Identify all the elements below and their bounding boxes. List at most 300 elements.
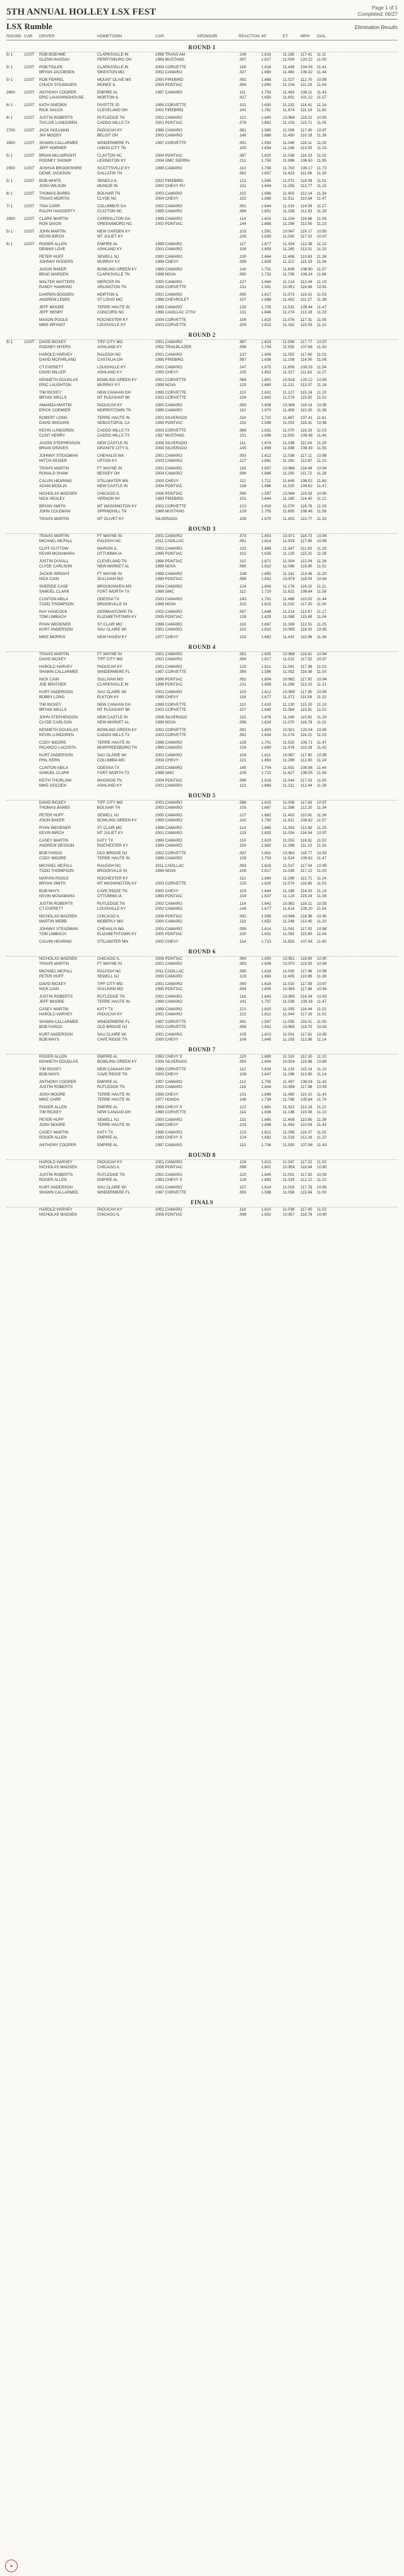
table-cell bbox=[6, 695, 24, 700]
table-cell: 110.10 bbox=[300, 1092, 312, 1097]
table-cell: .097 bbox=[239, 851, 247, 856]
table-cell: 111.10 bbox=[300, 844, 312, 848]
table-cell: TERRE HAUTE IN bbox=[97, 741, 130, 745]
table-cell: 1.674 bbox=[261, 441, 271, 445]
table-cell: 118.73 bbox=[300, 534, 312, 538]
table-cell: 11.24 bbox=[317, 758, 327, 763]
table-cell bbox=[24, 146, 39, 151]
round-section bbox=[6, 332, 398, 522]
table-cell: CADDO MILLS TX bbox=[97, 121, 130, 125]
table-cell: 10.90 bbox=[317, 914, 327, 919]
table-cell bbox=[6, 818, 24, 823]
table-cell: 11.16 bbox=[317, 103, 327, 107]
table-cell bbox=[197, 766, 239, 771]
table-cell bbox=[6, 746, 24, 751]
table-cell bbox=[24, 602, 39, 607]
table-cell: JACK HOLLMAN bbox=[39, 128, 69, 133]
table-cell bbox=[6, 345, 24, 350]
table-cell bbox=[6, 209, 24, 214]
table-cell bbox=[24, 428, 39, 433]
table-cell bbox=[24, 234, 39, 239]
table-cell: 5/ 1 bbox=[6, 179, 13, 183]
table-cell: 11.598 bbox=[283, 446, 295, 450]
table-cell bbox=[6, 715, 24, 720]
table-cell: CADDO MILLS TX bbox=[97, 433, 130, 438]
table-cell: TRAVIS MARTIN bbox=[39, 652, 69, 656]
table-cell: 1.632 bbox=[261, 831, 271, 835]
table-cell: 11.05 bbox=[317, 121, 327, 125]
table-cell: .114 bbox=[239, 217, 246, 221]
table-cell bbox=[197, 1060, 239, 1065]
table-cell: KATY TX bbox=[97, 1130, 114, 1135]
table-cell: OLD BRIDGE NJ bbox=[97, 1025, 128, 1029]
table-cell: 2003 CAMARO bbox=[155, 133, 182, 138]
table-cell: BOB FARGO bbox=[39, 851, 62, 856]
table-cell: .124 bbox=[239, 584, 247, 589]
table-cell bbox=[197, 441, 239, 446]
table-cell: .112 bbox=[239, 876, 246, 881]
table-cell: 11.330 bbox=[283, 471, 295, 476]
table-cell: SAMUEL CLARK bbox=[39, 771, 69, 775]
table-cell bbox=[24, 247, 39, 252]
table-row bbox=[6, 65, 398, 70]
table-cell: 11.42 bbox=[317, 746, 327, 750]
table-row bbox=[6, 133, 398, 138]
table-cell: RALPH HAGGERTY bbox=[39, 209, 75, 214]
table-cell bbox=[197, 52, 239, 57]
table-cell bbox=[6, 864, 24, 869]
table-cell: 1.655 bbox=[261, 572, 271, 576]
table-cell: 1.703 bbox=[261, 90, 271, 95]
table-cell: .118 bbox=[239, 65, 246, 70]
table-cell: PERRYSBURG OH bbox=[97, 57, 132, 62]
table-cell bbox=[6, 682, 24, 687]
table-cell: .107 bbox=[239, 708, 247, 712]
table-cell: 10.94 bbox=[317, 987, 327, 991]
table-cell: 118.84 bbox=[300, 1165, 312, 1170]
table-cell bbox=[24, 559, 39, 564]
table-cell: 11.012 bbox=[283, 657, 295, 662]
table-cell bbox=[24, 57, 39, 63]
table-cell: BOB MAYS bbox=[39, 1072, 59, 1077]
table-row bbox=[6, 1143, 398, 1148]
table-cell bbox=[24, 940, 39, 945]
table-cell bbox=[197, 1135, 239, 1140]
table-cell: 1993 CHEVY S bbox=[155, 1055, 182, 1059]
table-cell: 11.05 bbox=[317, 318, 327, 322]
table-cell: 5/ 1 bbox=[6, 78, 13, 82]
table-cell: 1.701 bbox=[261, 597, 271, 602]
table-cell bbox=[6, 234, 24, 239]
table-cell: 115.14 bbox=[300, 1067, 312, 1072]
table-cell: CASEY MARTIN bbox=[39, 1130, 69, 1135]
table-cell: TIM RICKEY bbox=[39, 390, 62, 395]
table-cell: 117.40 bbox=[300, 1207, 312, 1212]
table-cell: 2002 CAMARO bbox=[155, 610, 182, 614]
table-cell: 10.94 bbox=[317, 577, 327, 581]
table-cell: 1.644 bbox=[261, 497, 271, 501]
table-cell bbox=[197, 416, 239, 421]
table-cell: LOUISVILLE KY bbox=[97, 907, 126, 911]
table-cell: 11.055 bbox=[283, 1007, 295, 1012]
table-cell bbox=[197, 914, 239, 919]
table-cell bbox=[24, 584, 39, 590]
table-cell bbox=[197, 310, 239, 315]
table-cell bbox=[197, 340, 239, 345]
table-cell: MIKE CARR bbox=[39, 1098, 61, 1102]
table-cell: .122 bbox=[239, 1105, 247, 1110]
table-cell: 11.038 bbox=[283, 454, 295, 458]
table-cell: NICK HEALEY bbox=[39, 497, 65, 501]
table-cell: 1995 CORVETTE bbox=[155, 103, 187, 107]
table-cell bbox=[197, 454, 239, 459]
table-cell: PETER HUFF bbox=[39, 1118, 64, 1122]
table-row bbox=[6, 459, 398, 464]
table-cell: .098 bbox=[239, 345, 247, 349]
table-cell: 109.44 bbox=[300, 305, 312, 310]
table-cell: 1.644 bbox=[261, 204, 271, 209]
table-cell bbox=[6, 1072, 24, 1077]
table-cell bbox=[197, 682, 239, 687]
table-cell: .118 bbox=[239, 919, 246, 924]
table-cell: ANTHONY COOPER bbox=[39, 1143, 76, 1147]
table-cell: 1999 CAMARO bbox=[155, 746, 182, 750]
table-cell: CHICAGO IL bbox=[97, 957, 120, 961]
table-cell: 10.93 bbox=[317, 116, 327, 120]
table-cell: NEW CANAAN OH bbox=[97, 1067, 131, 1072]
table-cell: 2000 CAMARO bbox=[155, 280, 182, 284]
table-cell: 1.610 bbox=[261, 1207, 271, 1212]
table-cell: MT PLEASANT MI bbox=[97, 708, 130, 712]
table-cell bbox=[6, 728, 24, 733]
table-cell: ERICK CORMIER bbox=[39, 408, 71, 413]
table-cell: 2004 CORVETTE bbox=[155, 65, 187, 70]
table-cell: 1.706 bbox=[261, 1143, 271, 1147]
table-cell bbox=[197, 471, 239, 476]
table-cell: 1.705 bbox=[261, 1080, 271, 1084]
table-cell: GLENN NASSAU bbox=[39, 57, 70, 62]
table-cell: .073 bbox=[239, 534, 247, 538]
table-cell: 1.682 bbox=[261, 844, 271, 848]
table-cell bbox=[24, 285, 39, 290]
table-cell bbox=[197, 280, 239, 285]
table-cell: 11.47 bbox=[317, 1000, 327, 1004]
table-cell bbox=[197, 1067, 239, 1072]
table-cell: 6/ 1 bbox=[6, 116, 13, 120]
table-cell: .111 bbox=[239, 441, 246, 445]
table-cell: .089 bbox=[239, 378, 247, 382]
table-cell: BOWLING GREEN KY bbox=[97, 818, 137, 823]
table-cell: 1998 NOVA bbox=[155, 720, 176, 725]
table-cell: DAVID MILLER bbox=[39, 370, 66, 375]
table-cell: 11.08 bbox=[317, 552, 327, 556]
table-row bbox=[6, 471, 398, 476]
table-cell bbox=[6, 441, 24, 446]
table-cell: 11.04 bbox=[317, 615, 327, 619]
table-cell: 2001 CAMARO bbox=[155, 534, 182, 538]
table-cell bbox=[197, 229, 239, 234]
table-cell: 118.09 bbox=[300, 179, 312, 183]
table-cell: 1.631 bbox=[261, 428, 271, 433]
table-cell: HAROLD HARVEY bbox=[39, 1160, 73, 1164]
table-cell: GREENSBORO NC bbox=[97, 222, 133, 226]
table-cell: JOSH MOORE bbox=[39, 1092, 66, 1097]
table-cell bbox=[24, 454, 39, 459]
table-cell: 11.248 bbox=[283, 919, 295, 924]
table-cell: 1/2ST bbox=[24, 179, 35, 183]
table-cell: 1.664 bbox=[261, 280, 271, 284]
table-cell: PHIL KERN bbox=[39, 758, 60, 763]
table-cell bbox=[6, 665, 24, 670]
table-cell bbox=[6, 403, 24, 408]
table-cell: 1.631 bbox=[261, 390, 271, 395]
table-cell: BESSEY OH bbox=[97, 471, 120, 476]
table-cell: 11.611 bbox=[283, 818, 295, 823]
table-cell: 11.483 bbox=[283, 1123, 295, 1127]
table-cell: 1999 CAMARO bbox=[155, 1130, 182, 1135]
table-cell bbox=[24, 1105, 39, 1110]
table-cell: .089 bbox=[239, 670, 247, 674]
table-cell: 10.988 bbox=[283, 116, 295, 120]
table-cell: 1.636 bbox=[261, 1110, 271, 1115]
table-cell bbox=[24, 657, 39, 662]
table-row bbox=[6, 552, 398, 557]
table-cell: .091 bbox=[239, 141, 247, 145]
table-cell: EMPIRE AL bbox=[97, 1178, 118, 1182]
table-cell: 11.398 bbox=[283, 844, 295, 848]
table-cell bbox=[197, 552, 239, 557]
table-cell: .141 bbox=[239, 108, 247, 112]
table-cell bbox=[24, 856, 39, 861]
table-cell: 2004 CORVETTE bbox=[155, 318, 187, 322]
table-cell: .095 bbox=[239, 927, 247, 931]
table-cell bbox=[197, 597, 239, 602]
table-cell: 1999 CORVETTE bbox=[155, 390, 187, 395]
table-cell: 2001 CAMARO bbox=[155, 466, 182, 471]
table-cell: 108.02 bbox=[300, 479, 312, 483]
table-cell: .137 bbox=[239, 353, 247, 357]
table-cell: 11.500 bbox=[283, 1143, 295, 1147]
table-cell: CLINTON ABILA bbox=[39, 766, 68, 770]
table-cell bbox=[6, 615, 24, 620]
table-cell bbox=[197, 272, 239, 277]
table-cell bbox=[197, 559, 239, 564]
table-cell bbox=[6, 1012, 24, 1017]
table-cell: 11.317 bbox=[283, 370, 295, 375]
table-cell: 111.37 bbox=[300, 298, 312, 302]
round-section bbox=[6, 526, 398, 640]
table-cell: 11.02 bbox=[317, 708, 327, 712]
table-cell: 11.54 bbox=[317, 365, 327, 370]
table-cell: 11.136 bbox=[283, 1110, 295, 1115]
table-cell: 105.84 bbox=[300, 1098, 312, 1102]
table-cell: MIKE MORRIS bbox=[39, 635, 66, 639]
table-cell bbox=[24, 1173, 39, 1178]
table-cell: 5/ 1 bbox=[6, 154, 13, 158]
table-cell: CODY MOORE bbox=[39, 741, 66, 745]
table-cell: FORT WORTH TX bbox=[97, 771, 130, 775]
table-cell: 2008 SILVERADO bbox=[155, 441, 187, 445]
table-cell: 11.303 bbox=[283, 826, 295, 830]
table-cell: 1.722 bbox=[261, 416, 271, 420]
table-cell: CHICAGO IL bbox=[97, 914, 120, 919]
table-cell bbox=[197, 1000, 239, 1005]
table-cell: HAROLD HARVEY bbox=[39, 1207, 73, 1212]
table-cell: .087 bbox=[239, 340, 247, 344]
table-cell: .131 bbox=[239, 1118, 247, 1122]
table-cell: MICHAEL MCFALL bbox=[39, 969, 73, 974]
table-cell bbox=[6, 771, 24, 776]
table-cell bbox=[24, 927, 39, 932]
table-cell bbox=[197, 479, 239, 484]
table-cell: COLUMBIA MO bbox=[97, 758, 125, 763]
table-cell: SHAWN CALLARMEE bbox=[39, 141, 79, 145]
table-cell bbox=[197, 141, 239, 146]
table-cell: 11.74 bbox=[317, 1098, 327, 1102]
table-row bbox=[6, 627, 398, 632]
table-cell bbox=[6, 733, 24, 738]
table-cell: MARION IL bbox=[97, 547, 117, 551]
table-cell bbox=[6, 378, 24, 383]
table-cell: 1999 CAMARO bbox=[155, 572, 182, 576]
table-cell bbox=[24, 421, 39, 426]
table-cell: 108.55 bbox=[300, 771, 312, 775]
table-cell: WINDERMERE FL bbox=[97, 1020, 130, 1024]
table-cell: 2001 CAMARO bbox=[155, 1160, 182, 1164]
table-cell: UNION CITY TN bbox=[97, 146, 126, 150]
table-cell bbox=[24, 83, 39, 88]
table-cell bbox=[197, 1012, 239, 1017]
table-cell: .112 bbox=[239, 479, 246, 483]
table-cell: 11.33 bbox=[317, 844, 327, 848]
table-cell: 116.08 bbox=[300, 670, 312, 674]
table-cell: 10.992 bbox=[283, 902, 295, 906]
round-heading: ROUND 7 bbox=[188, 1046, 216, 1053]
table-cell: JEFF HENRY bbox=[39, 310, 64, 315]
table-cell: CAVE RIDGE TN bbox=[97, 1072, 128, 1077]
table-cell: 2003 CORVETTE bbox=[155, 428, 187, 433]
table-cell: 11.501 bbox=[283, 766, 295, 770]
table-cell: 11.03 bbox=[317, 881, 327, 886]
table-cell: 2000 CHEVY PU bbox=[155, 184, 186, 188]
table-cell: 1.619 bbox=[261, 504, 271, 509]
table-cell: 116.66 bbox=[300, 217, 312, 221]
table-cell bbox=[197, 881, 239, 886]
table-cell: 117.20 bbox=[300, 602, 312, 607]
table-cell: ST CLAIR MO bbox=[97, 826, 122, 830]
table-cell bbox=[24, 1037, 39, 1043]
table-cell bbox=[6, 1098, 24, 1103]
table-cell: PADUCAH KY bbox=[97, 1012, 122, 1017]
table-cell: 1.664 bbox=[261, 255, 271, 259]
table-cell: 11.313 bbox=[283, 1105, 295, 1110]
table-cell: 11.47 bbox=[317, 856, 327, 861]
table-cell: 1.580 bbox=[261, 128, 271, 133]
page-meta-line: Page 1 of 1 bbox=[372, 5, 398, 11]
table-cell bbox=[155, 229, 197, 234]
table-cell: CLARK MARTIN bbox=[39, 217, 68, 221]
table-cell: 1.711 bbox=[261, 479, 271, 483]
table-cell: 10.93 bbox=[317, 1085, 327, 1089]
table-cell: .152 bbox=[239, 421, 247, 425]
table-cell bbox=[6, 995, 24, 1000]
table-cell: BRIAN MILLWRIGHT bbox=[39, 154, 77, 158]
table-cell: 11.22 bbox=[317, 1178, 327, 1182]
table-cell: .149 bbox=[239, 52, 247, 57]
table-cell: TIM RICKEY bbox=[39, 1067, 62, 1072]
table-row bbox=[6, 217, 398, 222]
table-cell: 10.921 bbox=[283, 728, 295, 732]
table-cell: .143 bbox=[239, 597, 247, 602]
table-row bbox=[6, 403, 398, 408]
table-cell: 10.924 bbox=[283, 1060, 295, 1064]
table-cell: 11.044 bbox=[283, 778, 295, 783]
table-cell bbox=[24, 932, 39, 937]
table-cell: 112.70 bbox=[300, 78, 312, 82]
table-cell: 1.591 bbox=[261, 285, 271, 289]
round-section bbox=[6, 792, 398, 945]
table-cell: 2000 CHEVY bbox=[155, 1072, 179, 1077]
table-cell: .140 bbox=[239, 267, 247, 272]
table-cell bbox=[6, 962, 24, 967]
table-cell: .121 bbox=[239, 179, 247, 183]
table-cell: .093 bbox=[239, 454, 247, 458]
table-cell bbox=[197, 204, 239, 209]
table-row bbox=[6, 365, 398, 370]
table-cell: TIFF CITY MO bbox=[97, 801, 123, 805]
table-row bbox=[6, 1025, 398, 1030]
table-cell bbox=[6, 1118, 24, 1123]
table-cell bbox=[197, 962, 239, 967]
table-cell: 11.44 bbox=[317, 70, 327, 75]
table-cell: EMPIRE AL bbox=[97, 1080, 118, 1084]
table-cell bbox=[6, 974, 24, 979]
table-cell: ROGER ALLEN bbox=[39, 1135, 67, 1140]
table-cell bbox=[6, 95, 24, 100]
table-cell: 11.14 bbox=[317, 1072, 327, 1077]
table-cell bbox=[6, 1025, 24, 1030]
table-cell: 1999 CHEVY bbox=[155, 695, 179, 699]
table-cell bbox=[197, 610, 239, 615]
table-cell: .103 bbox=[239, 602, 247, 607]
table-cell: 10.98 bbox=[317, 927, 327, 931]
table-cell: 1.593 bbox=[261, 141, 271, 145]
table-cell bbox=[197, 247, 239, 252]
table-cell: 10.968 bbox=[283, 652, 295, 656]
table-cell bbox=[197, 509, 239, 514]
table-cell bbox=[6, 171, 24, 176]
table-cell: .092 bbox=[239, 733, 247, 737]
table-cell: 111.72 bbox=[300, 471, 312, 476]
table-cell: ODESSA TX bbox=[97, 766, 119, 770]
table-cell: .131 bbox=[239, 682, 247, 687]
table-cell: 2002 CAMARO bbox=[155, 365, 182, 370]
table-cell: JUSTIN ROBERTS bbox=[39, 116, 73, 120]
table-cell: .110 bbox=[239, 559, 246, 564]
table-cell bbox=[197, 318, 239, 323]
table-cell: 11.29 bbox=[317, 209, 327, 214]
table-cell bbox=[197, 305, 239, 310]
table-cell: CAVE RIDGE TN bbox=[97, 1037, 128, 1042]
table-cell bbox=[6, 484, 24, 489]
table-cell: 118.22 bbox=[300, 116, 312, 120]
table-cell: 1.618 bbox=[261, 969, 271, 974]
table-cell: .126 bbox=[239, 1178, 247, 1182]
table-cell: 11.02 bbox=[317, 396, 327, 400]
table-cell: 113.96 bbox=[300, 1037, 312, 1042]
column-header: DIAL bbox=[317, 34, 326, 39]
table-row bbox=[6, 1098, 398, 1103]
